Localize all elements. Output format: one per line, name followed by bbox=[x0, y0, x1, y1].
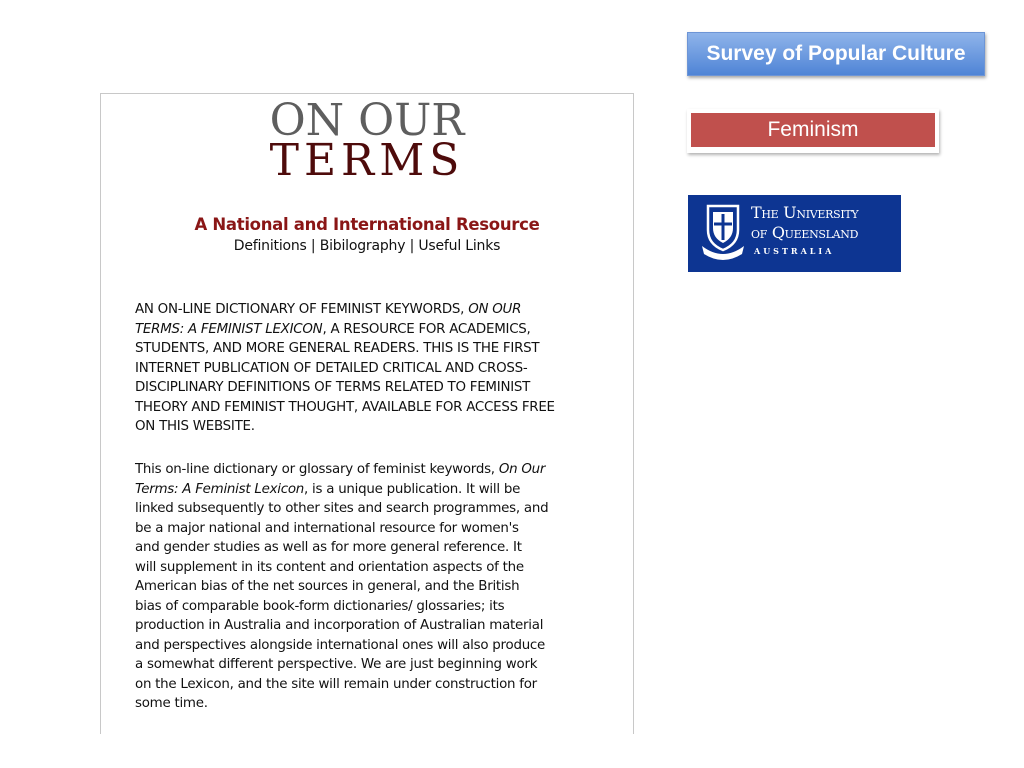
uq-line3: AUSTRALIA bbox=[754, 246, 835, 256]
text-segment: , A RESOURCE FOR ACADEMICS, bbox=[322, 321, 531, 337]
text-segment: will supplement in its content and orientation aspects of the bbox=[135, 559, 524, 575]
text-segment: bias of comparable book-form dictionaries/ glossaries; its bbox=[135, 598, 505, 614]
text-segment: INTERNET PUBLICATION OF DETAILED CRITICAL AND CROSS- bbox=[135, 360, 528, 376]
paragraph-line bbox=[135, 636, 548, 656]
text-segment: , is a unique publication. It will be bbox=[304, 481, 521, 497]
site-nav bbox=[101, 238, 633, 254]
italic-title-text: On Our bbox=[498, 462, 546, 477]
website-screenshot bbox=[100, 93, 634, 734]
italic-title-text: ON OUR bbox=[468, 302, 522, 317]
paragraph-line bbox=[135, 300, 555, 320]
italic-title-text: Terms: A Feminist Lexicon bbox=[135, 481, 305, 497]
paragraph-line bbox=[135, 616, 548, 636]
text-segment: linked subsequently to other sites and search programmes, and bbox=[135, 501, 549, 516]
paragraph-line bbox=[135, 694, 548, 714]
nav-definitions[interactable]: Definitions bbox=[233, 238, 307, 254]
text-segment: be a major national and international resource for women's bbox=[135, 520, 519, 536]
text-segment: a somewhat different perspective. We are just beginning work bbox=[135, 657, 538, 672]
text-segment: THEORY AND FEMINIST THOUGHT, AVAILABLE FOR ACCESS FREE bbox=[135, 399, 555, 415]
paragraph-line bbox=[135, 597, 548, 617]
paragraph-line bbox=[135, 499, 548, 519]
uq-crest-icon bbox=[698, 200, 748, 270]
italic-title-text: TERMS: A FEMINIST LEXICON bbox=[135, 321, 323, 337]
text-segment: some time. bbox=[135, 696, 208, 711]
paragraph-line bbox=[135, 460, 548, 480]
text-segment: and gender studies as well as for more general reference. It bbox=[135, 540, 522, 555]
text-segment: ON THIS WEBSITE. bbox=[135, 419, 255, 434]
uq-line1: The University bbox=[751, 203, 859, 222]
nav-separator: | bbox=[310, 238, 316, 254]
site-logo-line2: TERMS bbox=[269, 135, 465, 186]
survey-title-button[interactable]: Survey of Popular Culture bbox=[687, 32, 985, 76]
paragraph-line bbox=[135, 320, 555, 340]
text-segment: and perspectives alongside international ones will also produce bbox=[135, 637, 546, 653]
paragraph-line bbox=[135, 359, 555, 379]
site-logo-line1: ON OUR bbox=[269, 95, 465, 146]
intro-paragraph bbox=[135, 460, 548, 714]
paragraph-line bbox=[135, 655, 548, 675]
nav-useful-links[interactable]: Useful Links bbox=[418, 238, 501, 254]
paragraph-line bbox=[135, 577, 548, 597]
uq-logo bbox=[688, 195, 901, 272]
site-subtitle: A National and International Resource bbox=[194, 215, 540, 234]
text-segment: This on-line dictionary or glossary of feminist keywords, bbox=[135, 462, 499, 477]
paragraph-line bbox=[135, 339, 555, 359]
paragraph-line bbox=[135, 378, 555, 398]
feminism-label: Feminism bbox=[691, 113, 935, 147]
nav-bibliography[interactable]: Bibilography bbox=[319, 238, 406, 254]
text-segment: AN ON-LINE DICTIONARY OF FEMINIST KEYWORDS, bbox=[135, 302, 469, 317]
text-segment: DISCIPLINARY DEFINITIONS OF TERMS RELATED TO FEMINIST bbox=[135, 380, 531, 395]
paragraph-line bbox=[135, 480, 548, 500]
text-segment: on the Lexicon, and the site will remain under construction for bbox=[135, 676, 537, 692]
text-segment: American bias of the net sources in general, and the British bbox=[135, 579, 520, 594]
paragraph-line bbox=[135, 519, 548, 539]
uq-line2: of Queensland bbox=[751, 223, 859, 242]
text-segment: STUDENTS, AND MORE GENERAL READERS. THIS IS THE FIRST bbox=[135, 341, 540, 356]
paragraph-line bbox=[135, 538, 548, 558]
nav-separator: | bbox=[409, 238, 415, 254]
paragraph-line bbox=[135, 675, 548, 695]
intro-paragraph-caps bbox=[135, 300, 555, 437]
text-segment: production in Australia and incorporation of Australian material bbox=[135, 618, 544, 633]
paragraph-line bbox=[135, 558, 548, 578]
paragraph-line bbox=[135, 398, 555, 418]
paragraph-line bbox=[135, 417, 555, 437]
feminism-button[interactable] bbox=[687, 109, 939, 153]
